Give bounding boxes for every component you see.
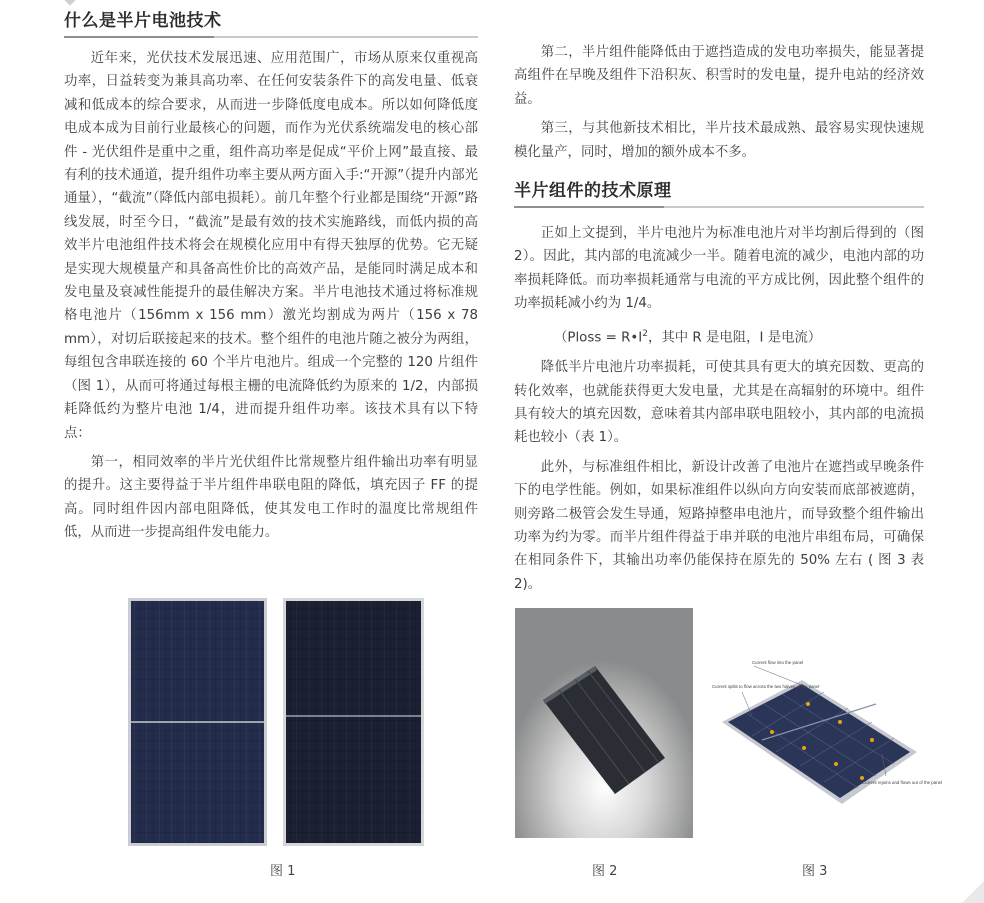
- paragraph-feature-3: 第三，与其他新技术相比，半片技术最成熟、最容易实现快速规模化量产，同时，增加的额外成本不多。: [514, 121, 924, 160]
- fig3-label-bottom: Current rejoins and flows out of the panel: [862, 780, 943, 785]
- paragraph-fill-factor: 降低半片电池片功率损耗，可使其具有更大的填充因数、更高的转化效率，也就能获得更大发电量，尤其是在高辐射的环境中。组件具有较大的填充因数，意味着其内部串联电阻较小，其内部的电流损耗也较小（表 1）。: [514, 360, 924, 446]
- page-curl: [962, 881, 984, 903]
- section-heading-what-is: 什么是半片电池技术: [64, 6, 478, 38]
- figure-2-half-cell-image: [515, 608, 693, 838]
- formula-ploss: [554, 322, 924, 350]
- figure-2: [515, 608, 693, 838]
- figure-1-panels-image: [128, 598, 424, 846]
- paragraph-intro: 近年来，光伏技术发展迅速、应用范围广，市场从原来仅重视高功率，日益转变为兼具高功率、在任何安装条件下的高发电量、低衰减和低成本的综合要求，从而进一步降低度电成本。所以如何降低度电成本成为目前行业最核心的问题，而作为光伏系统端发电的核心部件 - 光伏组件是重中之重，组件高功率是促成“平价上网”最直接、最有利的技术通道，提升组件功率主要从两方面入手:“开源”（提升内部光通量），“截流”（降低内部电损耗）。前几年整个行业都是围绕“开源”路线发展，时至今日，“截流”是最有效的技术实施路线，而低内损的高效半片电池组件技术将会在规模化应用中有得天独厚的优势。它无疑是实现大规模量产和具备高性价比的高效产品，是能同时满足成本和发电量及衰减性能提升的最佳解决方案。半片电池技术通过将标准规格电池片（156mm x 156 mm）激光均割成为两片（156 x 78 mm），对切后联接起来的技术。整个组件的电池片随之被分为两组，每组包含串联连接的 60 个半片电池片。组成一个完整的 120 片组件（图 1），从而可将通过每根主栅的电流降低约为原来的 1/2，内部损耗降低约为整片电池 1/4，进而提升组件功率。该技术具有以下特点：: [64, 51, 478, 441]
- figure-1-caption: 图 1: [270, 864, 296, 879]
- formula-part: ，其中 R 是电阻，I 是电流）: [647, 330, 822, 346]
- left-column: [64, 6, 478, 551]
- formula-part: （Ploss = R•I: [554, 330, 643, 346]
- figure-1: [128, 598, 424, 846]
- fig3-label-top: Current flow into the panel: [752, 660, 804, 665]
- figure-3-caption: 图 3: [802, 864, 828, 879]
- formula-exponent: 2: [642, 328, 648, 339]
- right-column: [514, 41, 924, 602]
- fig3-label-left: Current splits to flow across the two halves of the panel: [712, 684, 820, 689]
- figure-3-current-flow-image: [712, 652, 943, 818]
- paragraph-principle: 正如上文提到，半片电池片为标准电池片对半均割后得到的（图 2）。因此，其内部的电流减少一半。随着电流的减少，电池内部的功率损耗降低。而功率损耗通常与电流的平方成比例，因此整个组件的功率损耗减小约为 1/4。: [514, 226, 924, 312]
- figure-2-caption: 图 2: [592, 864, 618, 879]
- paragraph-feature-1: 第一，相同效率的半片光伏组件比常规整片组件输出功率有明显的提升。这主要得益于半片组件串联电阻的降低，填充因子 FF 的提高。同时组件因内部电阻降低，使其发电工作时的温度比常规组件低，从而进一步提高组件发电能力。: [64, 454, 478, 541]
- section-heading-principle: 半片组件的技术原理: [514, 176, 924, 208]
- paragraph-feature-2: 第二，半片组件能降低由于遮挡造成的发电功率损失，能显著提高组件在早晚及组件下沿积灰、积雪时的发电量，提升电站的经济效益。: [514, 45, 924, 107]
- figure-3: [712, 652, 943, 818]
- paragraph-shading: 此外，与标准组件相比，新设计改善了电池片在遮挡或早晚条件下的电学性能。例如，如果标准组件以纵向方向安装而底部被遮荫，则旁路二极管会发生导通，短路掉整串电池片，而导致整个组件输出功率为约为零。而半片组件得益于串并联的电池片串组布局，可确保在相同条件下，其输出功率仍能保持在原先的 50% 左右 ( 图 3 表 2)。: [514, 459, 924, 592]
- corner-marker: [64, 0, 75, 6]
